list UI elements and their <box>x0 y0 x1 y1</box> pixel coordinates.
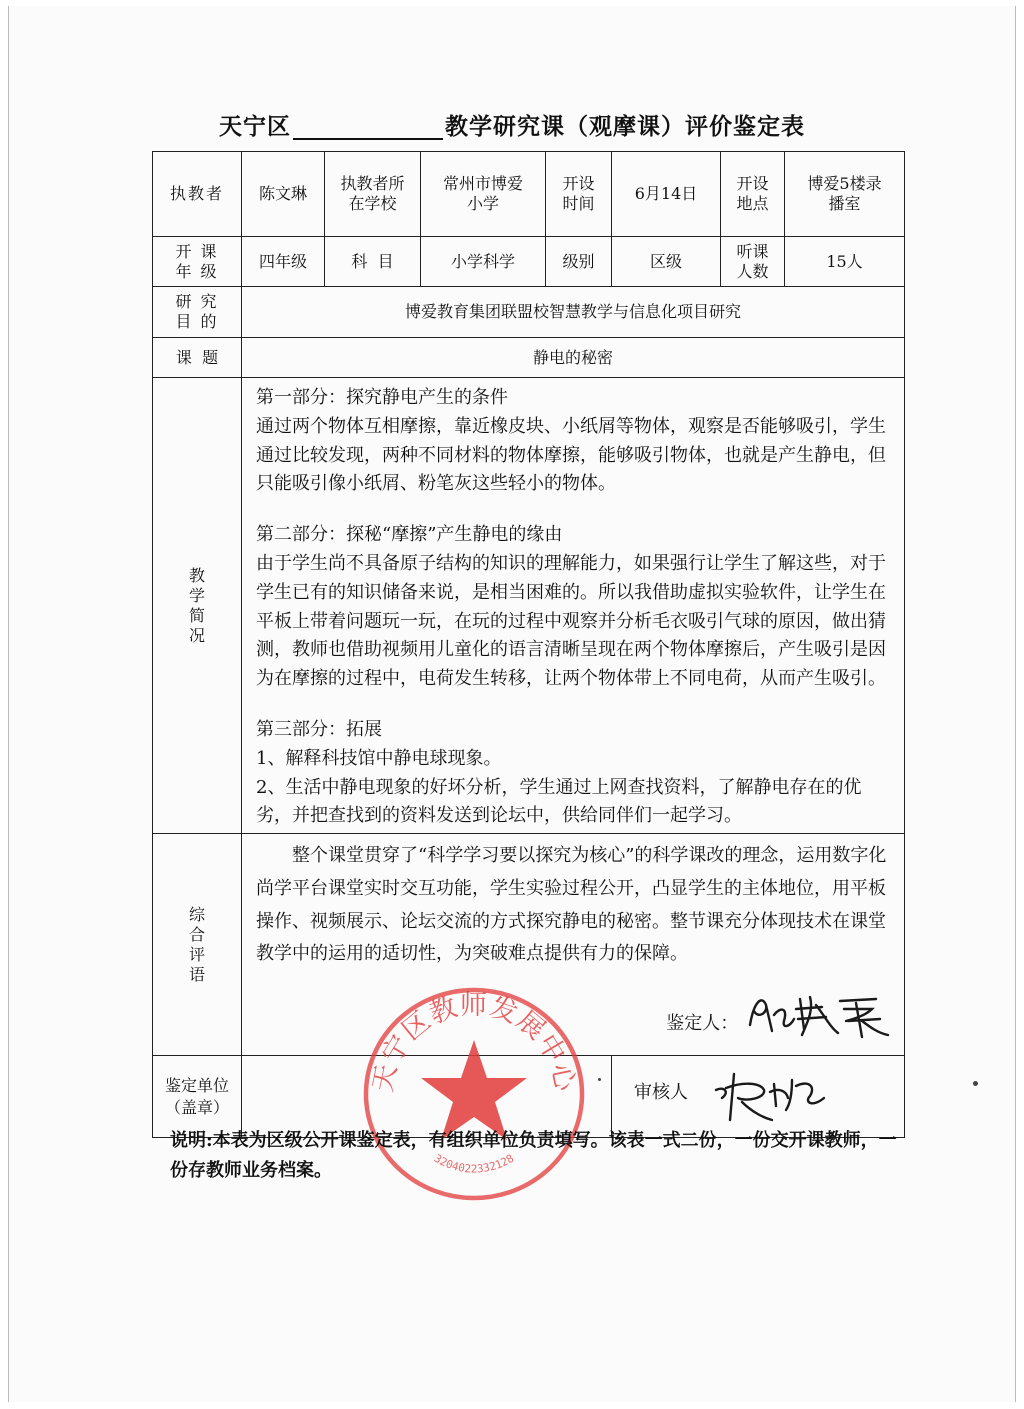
grade-label: 开 课 年 级 <box>153 237 242 287</box>
appraiser <box>666 991 894 1051</box>
part2-body: 由于学生尚不具备原子结构的知识的理解能力，如果强行让学生了解这些，对于学生已有的知识储备来说，是相当困难的。所以我借助虚拟实验软件，让学生在平板上带着问题玩一玩，在玩的过程中观察并分析毛衣吸引气球的原因，做出猜测，教师也借助视频用儿童化的语言清晰呈现在两个物体摩擦后，产生吸引是因为在摩擦的过程中，电荷发生转移，让两个物体带上不同电荷，从而产生吸引。 <box>256 552 886 690</box>
svg-text:3204022332128: 3204022332128 <box>431 1151 517 1176</box>
time-value: 6月14日 <box>612 152 721 237</box>
teacher-label: 执教者 <box>153 152 242 237</box>
title-district: 天宁区 <box>219 113 291 140</box>
research-label: 研 究 目 的 <box>153 287 242 338</box>
reviewer-signature <box>712 1068 832 1129</box>
location-value: 博爱5楼录播室 <box>785 152 905 237</box>
teacher-value: 陈文琳 <box>242 152 325 237</box>
reviewer-label: 审核人 <box>634 1082 688 1104</box>
part3-item-2: 2、生活中静电现象的好坏分析，学生通过上网查找资料，了解静电存在的优劣，并把查找到的资料发送到论坛中，供给同伴们一起学习。 <box>256 776 862 827</box>
table-row-topic <box>153 338 905 378</box>
part2-title: 第二部分：探秘“摩擦”产生静电的缘由 <box>256 524 563 546</box>
grade-value: 四年级 <box>242 237 325 287</box>
appraiser-signature <box>744 991 894 1051</box>
school-value: 常州市博爱小学 <box>421 152 546 237</box>
topic-label: 课 题 <box>153 338 242 378</box>
audience-label: 听课人数 <box>721 237 785 287</box>
school-label: 执教者所在学校 <box>325 152 421 237</box>
subject-value: 小学科学 <box>421 237 546 287</box>
form-title <box>0 108 1024 141</box>
table-row-teaching <box>153 378 905 834</box>
appraiser-label: 鉴定人： <box>666 1013 739 1035</box>
part3-item-1: 1、解释科技馆中静电球现象。 <box>256 747 502 769</box>
teaching-content <box>242 378 905 834</box>
title-name: 教学研究课（观摩课）评价鉴定表 <box>445 113 805 140</box>
part3-title: 第三部分：拓展 <box>256 718 382 740</box>
research-value: 博爱教育集团联盟校智慧教学与信息化项目研究 <box>242 287 905 338</box>
table-row-research <box>153 287 905 338</box>
scan-speck <box>973 1081 978 1086</box>
part1-body: 通过两个物体互相摩擦，靠近橡皮块、小纸屑等物体，观察是否能够吸引，学生通过比较发现，两种不同材料的物体摩擦，能够吸引物体，也就是产生静电，但只能吸引像小纸屑、粉笔灰这些轻小的物体。 <box>256 415 886 495</box>
table-row-class-info <box>153 237 905 287</box>
scan-speck <box>598 1078 601 1081</box>
seal-unit-label: 鉴定单位（盖章） <box>153 1056 242 1138</box>
title-blank-line <box>293 116 443 140</box>
teaching-label: 教学简况 <box>153 378 242 834</box>
topic-value: 静电的秘密 <box>242 338 905 378</box>
location-label: 开设地点 <box>721 152 785 237</box>
time-label: 开设时间 <box>546 152 612 237</box>
level-value: 区级 <box>612 237 721 287</box>
audience-value: 15人 <box>785 237 905 287</box>
appraiser-signature-graphic <box>744 991 894 1039</box>
level-label: 级别 <box>546 237 612 287</box>
reviewer-signature-graphic <box>712 1068 832 1124</box>
part1-title: 第一部分：探究静电产生的条件 <box>256 387 508 408</box>
footnote: 说明:本表为区级公开课鉴定表，有组织单位负责填写。该表一式二份，一份交开课教师，一份存教师业务档案。 <box>170 1130 897 1181</box>
table-row-teacher-info <box>153 152 905 237</box>
svg-text:天宁区教师发展中心: 天宁区教师发展中心 <box>367 989 581 1095</box>
evaluation-text: 整个课堂贯穿了“科学学习要以探究为核心”的科学课改的理念，运用数字化尚学平台课堂实时交互功能，学生实验过程公开，凸显学生的主体地位，用平板操作、视频展示、论坛交流的方式探究静电的秘密。整节课充分体现技术在课堂教学中的运用的适切性，为突破难点提供有力的保障。 <box>256 845 887 965</box>
subject-label: 科 目 <box>325 237 421 287</box>
evaluation-label: 综合评语 <box>153 834 242 1056</box>
